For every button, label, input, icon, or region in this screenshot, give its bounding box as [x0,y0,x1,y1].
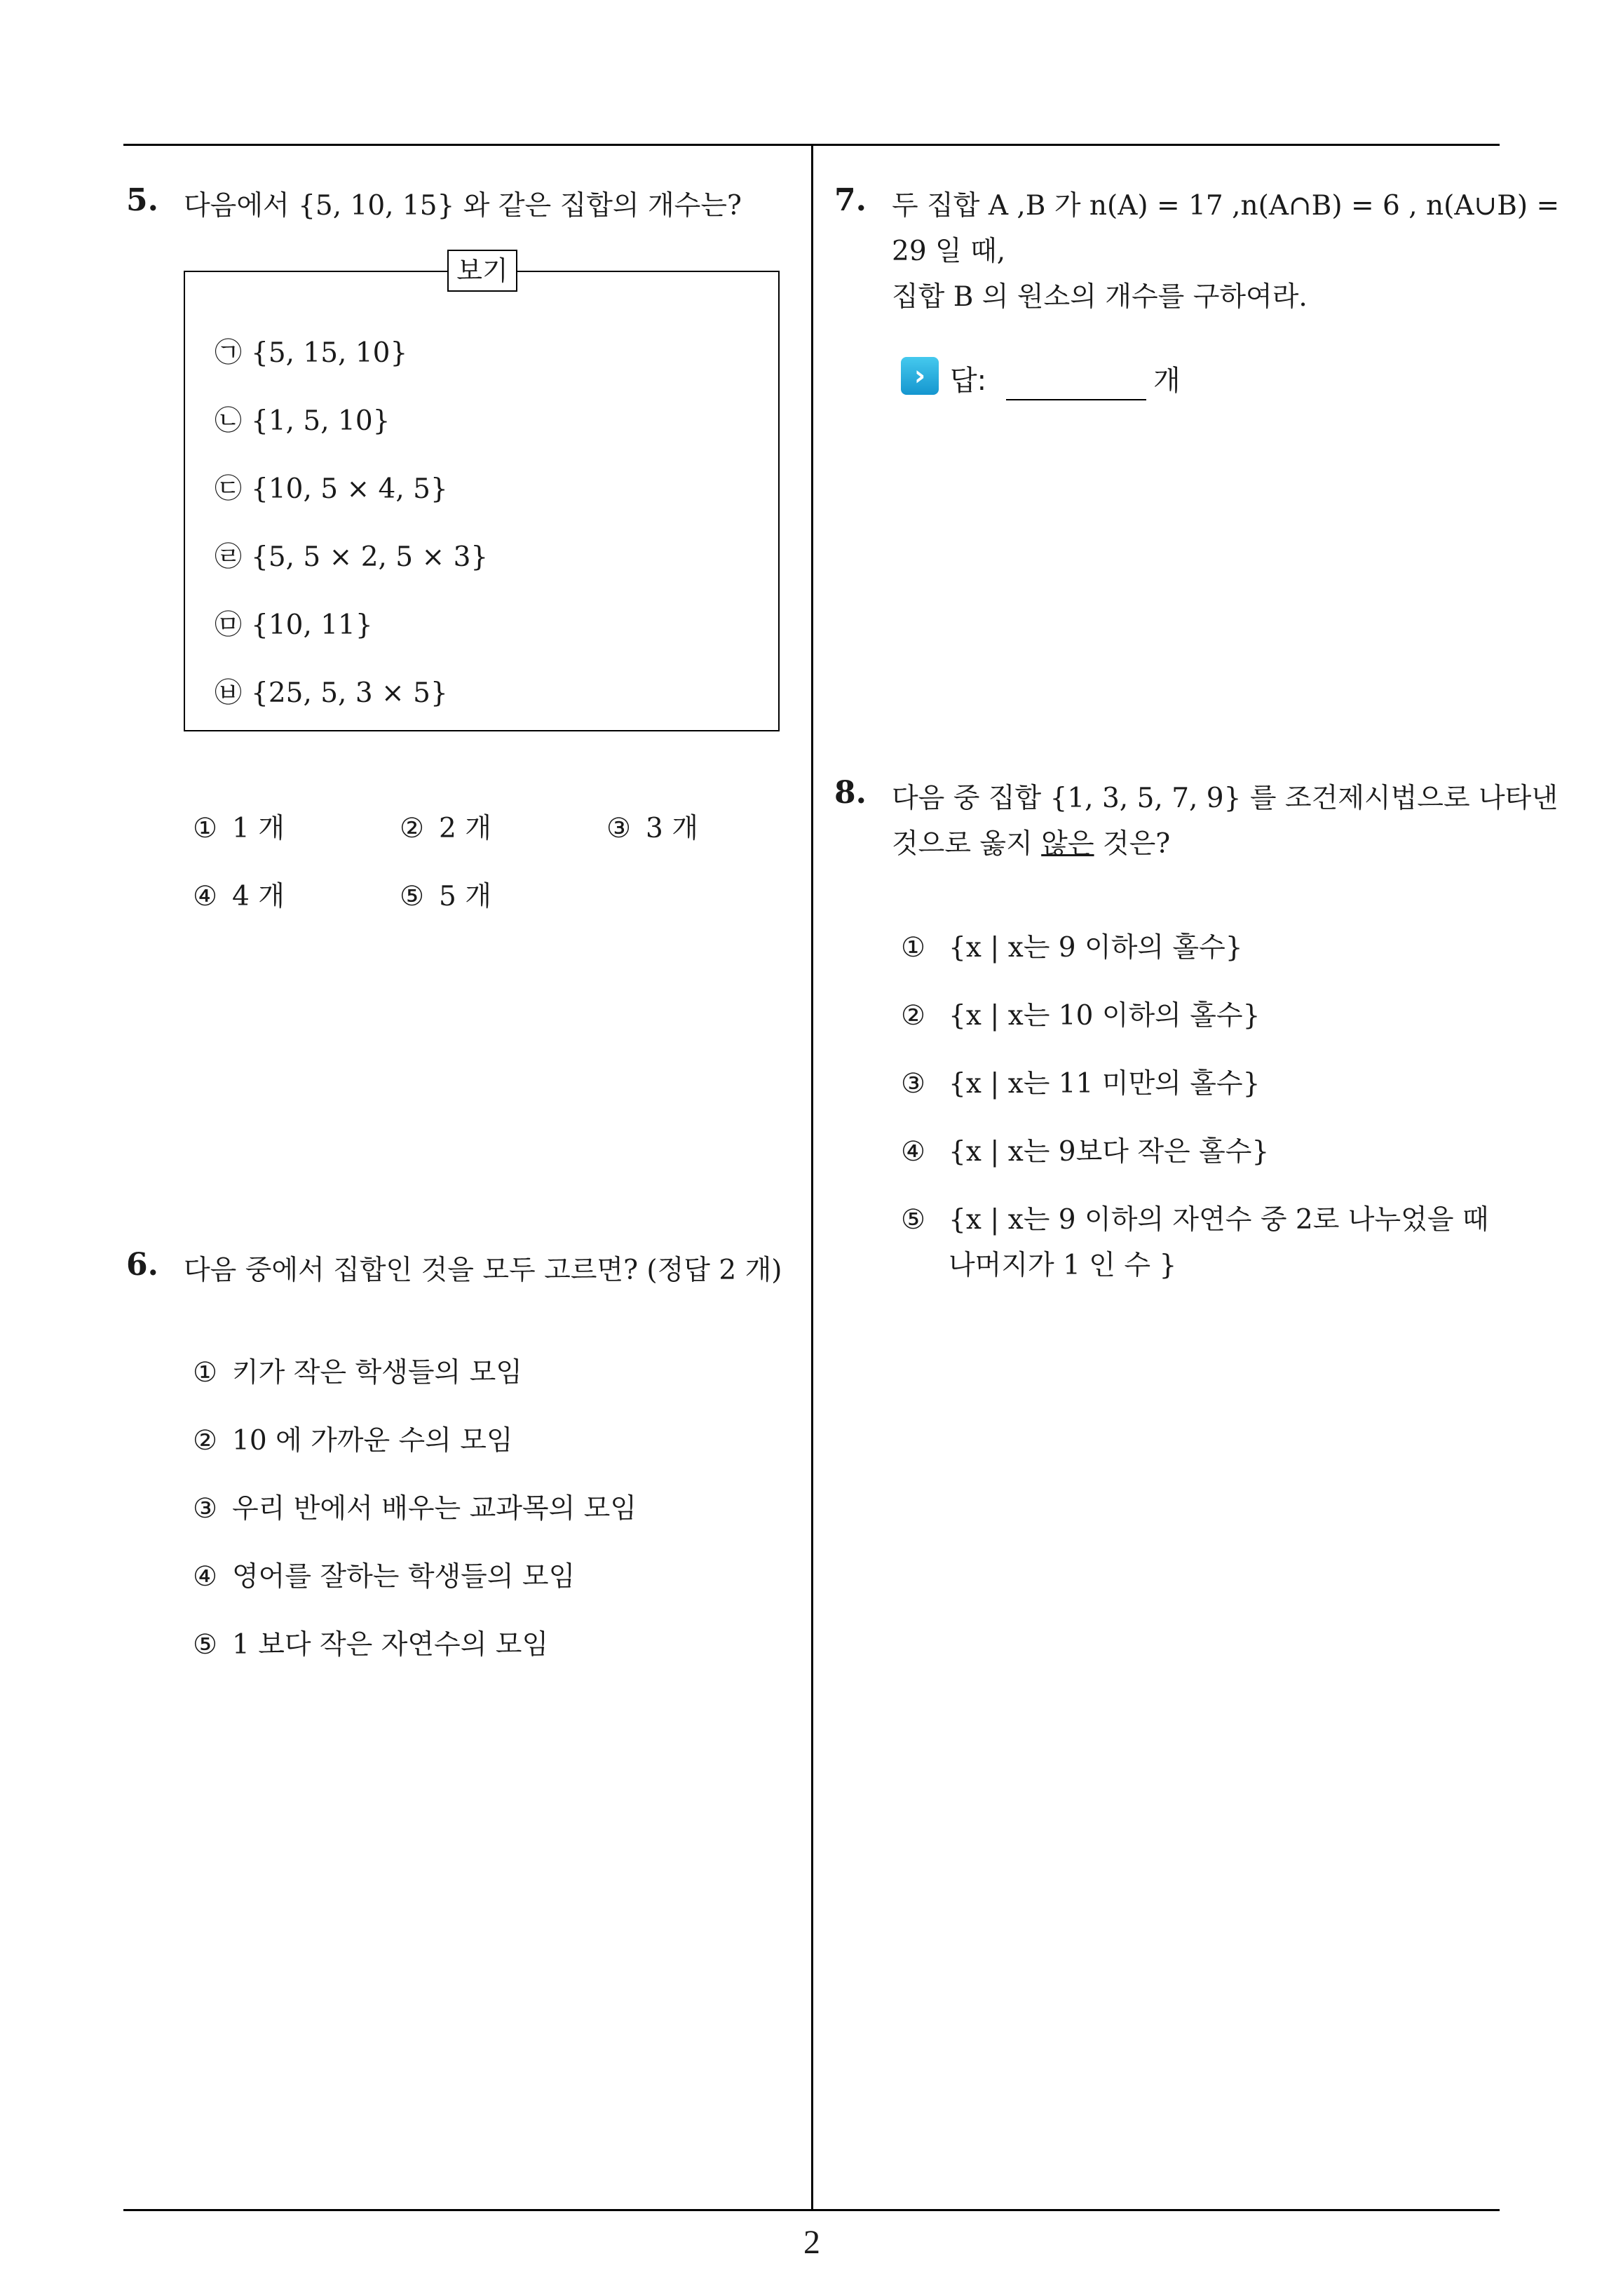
choice-mark: ① [901,932,925,964]
bogi-text: {1, 5, 10} [251,405,391,437]
column-divider [811,144,813,2211]
question-text-line-2 [892,822,1170,861]
choice-5[interactable] [400,874,491,914]
choice-4[interactable] [193,874,285,914]
answer-unit: 개 [1153,365,1181,397]
chevron-right-icon: › [901,357,939,395]
bogi-item [215,399,390,438]
bogi-text: {10, 11} [251,609,373,641]
choice-2[interactable] [901,994,1260,1033]
choice-mark: ① [193,1357,217,1389]
question-number: 8. [834,775,867,811]
choice-3[interactable] [901,1062,1260,1101]
choice-4[interactable] [901,1130,1269,1169]
bogi-text: {5, 15, 10} [251,337,408,369]
choice-text: {x | x는 9 이하의 홀수} [949,932,1243,964]
choice-mark: ⑤ [193,1629,217,1661]
bogi-mark: ㉤ [215,609,243,641]
choice-mark: ⑤ [400,881,424,912]
bogi-item [215,467,448,506]
bogi-item [215,603,373,642]
choice-text: {x | x는 11 미만의 홀수} [949,1068,1261,1100]
bogi-mark: ㉢ [215,473,243,505]
choice-text: 4 개 [232,881,285,912]
answer-label: 답: [950,365,987,397]
bogi-mark: ㉡ [215,405,243,437]
choice-4[interactable] [193,1555,575,1594]
choice-mark: ② [901,1000,925,1032]
question-text-line-2: 29 일 때, [892,236,1006,267]
choice-text: 10 에 가까운 수의 모임 [232,1425,513,1457]
choice-3[interactable] [193,1487,637,1526]
bogi-label: 보기 [447,250,517,292]
choice-1[interactable] [901,926,1243,965]
question-text: 다음에서 {5, 10, 15} 와 같은 집합의 개수는? [184,190,742,222]
bogi-item [215,535,488,574]
choice-mark: ④ [193,1561,217,1593]
bogi-mark: ㉥ [215,677,243,709]
choice-mark: ② [193,1425,217,1457]
bogi-text: {10, 5 × 4, 5} [251,473,448,505]
choice-text: 우리 반에서 배우는 교과목의 모임 [232,1493,637,1525]
choice-text: 1 개 [232,813,285,844]
choice-mark: ② [400,813,424,844]
choice-5-continuation: 나머지가 1 인 수 } [949,1250,1177,1281]
choice-mark: ① [193,813,217,844]
choice-mark: ③ [606,813,631,844]
choice-text: {x | x는 9 이하의 자연수 중 2로 나누었을 때 [949,1204,1489,1236]
text-post: 것은? [1094,828,1171,860]
question-text: 다음 중에서 집합인 것을 모두 고르면? (정답 2 개) [184,1255,782,1286]
choice-5[interactable] [193,1623,548,1662]
question-text-line-1: 다음 중 집합 {1, 3, 5, 7, 9} 를 조건제시법으로 나타낸 [892,783,1559,814]
answer-blank[interactable] [1006,399,1146,400]
bogi-text: {25, 5, 3 × 5} [251,677,448,709]
choice-1[interactable] [193,806,285,846]
bogi-item [215,331,407,370]
choice-2[interactable] [193,1419,513,1458]
choice-text: {x | x는 10 이하의 홀수} [949,1000,1261,1032]
question-text-line-1: 두 집합 A ,B 가 n(A) = 17 ,n(A∩B) = 6 , n(A∪B) = [892,190,1560,222]
choice-mark: ③ [193,1493,217,1525]
bogi-text: {5, 5 × 2, 5 × 3} [251,541,489,573]
bogi-mark: ㉣ [215,541,243,573]
question-number: 5. [126,182,158,218]
bogi-mark: ㉠ [215,337,243,369]
choice-5[interactable] [901,1198,1489,1237]
choice-mark: ⑤ [901,1204,925,1236]
choice-text: 영어를 잘하는 학생들의 모임 [232,1561,576,1593]
choice-text: 1 보다 작은 자연수의 모임 [232,1629,549,1661]
choice-text: {x | x는 9보다 작은 홀수} [949,1136,1270,1168]
choice-text: 3 개 [646,813,698,844]
choice-mark: ④ [901,1136,925,1168]
choice-text: 키가 작은 학생들의 모임 [232,1357,522,1389]
choice-text: 5 개 [439,881,491,912]
choice-2[interactable] [400,806,491,846]
question-text-line-3: 집합 B 의 원소의 개수를 구하여라. [892,281,1308,313]
choice-1[interactable] [193,1351,522,1390]
question-number: 6. [126,1247,158,1283]
question-number: 7. [834,182,867,218]
choice-3[interactable] [606,806,698,846]
underlined-word: 않은 [1041,828,1094,860]
bogi-item [215,671,448,710]
choice-mark: ④ [193,881,217,912]
text-pre: 것으로 옳지 [892,828,1042,860]
choice-text: 2 개 [439,813,491,844]
choice-mark: ③ [901,1068,925,1100]
page-number: 2 [803,2224,820,2261]
bottom-rule [123,2209,1500,2211]
